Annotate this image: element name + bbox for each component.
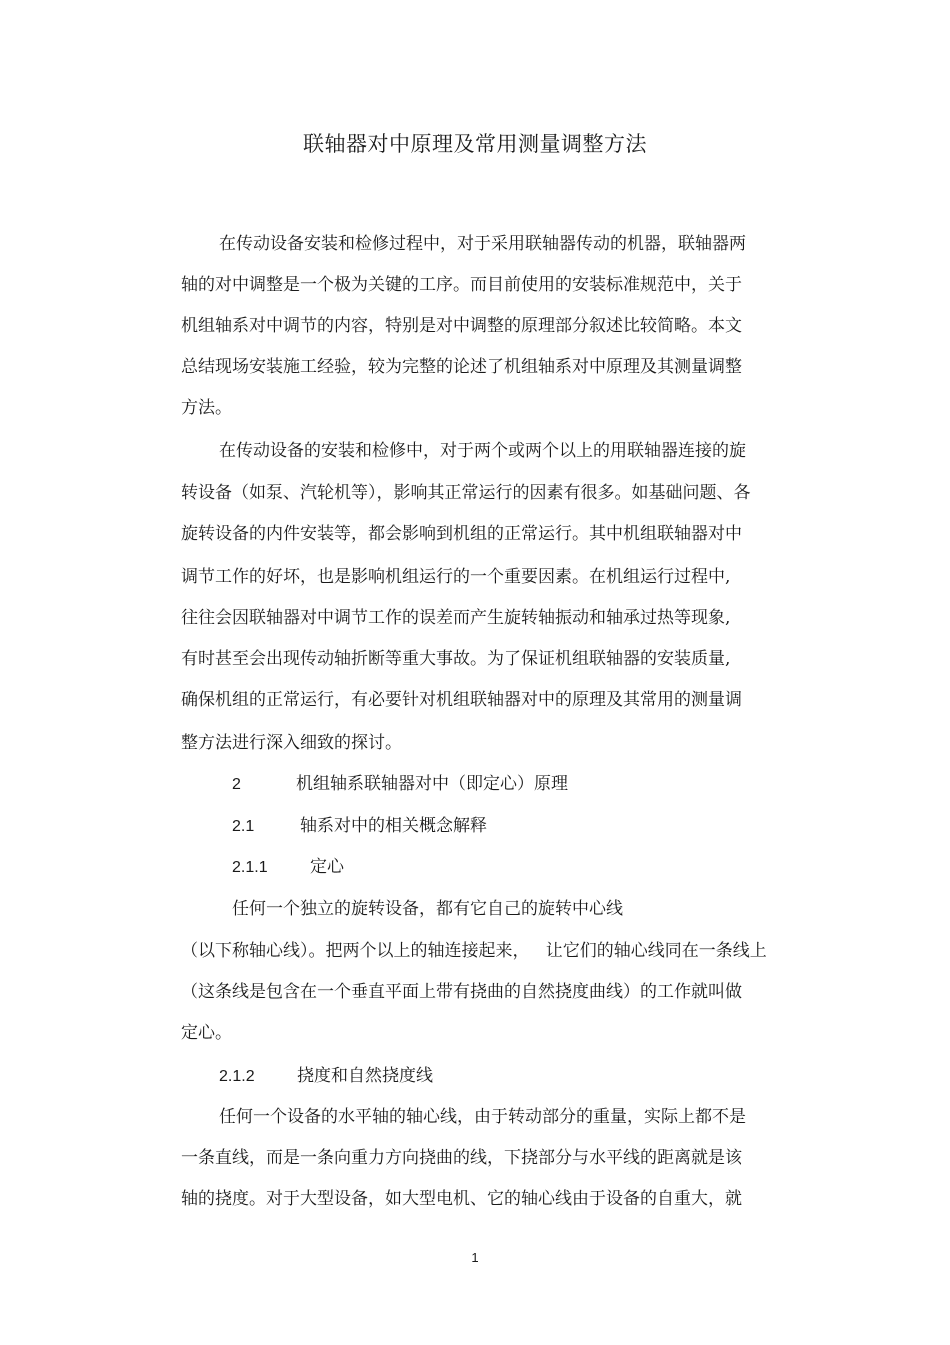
- paragraph-line: 有时甚至会出现传动轴折断等重大事故。为了保证机组联轴器的安装质量,: [181, 649, 731, 669]
- section-number: 2.1.1: [232, 859, 268, 876]
- paragraph-line: 总结现场安装施工经验，较为完整的论述了机组轴系对中原理及其测量调整: [181, 357, 742, 377]
- paragraph-line: 任何一个独立的旋转设备，都有它自己的旋转中心线: [232, 899, 623, 919]
- section-number: 2.1.2: [219, 1068, 255, 1085]
- section-number: 2: [232, 776, 241, 793]
- paragraph-line: 整方法进行深入细致的探讨。: [181, 733, 402, 753]
- section-heading-2: [232, 773, 568, 796]
- section-title: 挠度和自然挠度线: [297, 1066, 433, 1086]
- paragraph-line: 机组轴系对中调节的内容，特别是对中调整的原理部分叙述比较简略。本文: [181, 316, 742, 336]
- paragraph-line: 转设备（如泵、汽轮机等），影响其正常运行的因素有很多。如基础问题、各: [181, 483, 751, 503]
- section-heading-2-1-2: [219, 1065, 433, 1088]
- section-heading-2-1: [232, 815, 487, 838]
- paragraph-line: 定心。: [181, 1023, 232, 1043]
- paragraph-line: 方法。: [181, 398, 232, 418]
- paragraph-line: 一条直线，而是一条向重力方向挠曲的线，下挠部分与水平线的距离就是该: [181, 1148, 742, 1168]
- page-title: 联轴器对中原理及常用测量调整方法: [303, 132, 647, 156]
- paragraph-line: 轴的对中调整是一个极为关键的工序。而目前使用的安装标准规范中，关于: [181, 275, 742, 295]
- paragraph-line: 往往会因联轴器对中调节工作的误差而产生旋转轴振动和轴承过热等现象,: [181, 608, 731, 628]
- paragraph-line: 确保机组的正常运行，有必要针对机组联轴器对中的原理及其常用的测量调: [181, 690, 742, 710]
- paragraph-line: 在传动设备的安装和检修中，对于两个或两个以上的用联轴器连接的旋: [219, 441, 746, 461]
- paragraph-line: 轴的挠度。对于大型设备，如大型电机、它的轴心线由于设备的自重大，就: [181, 1189, 742, 1209]
- section-heading-2-1-1: [232, 856, 344, 879]
- section-title: 轴系对中的相关概念解释: [300, 816, 487, 836]
- paragraph-line: 调节工作的好坏，也是影响机组运行的一个重要因素。在机组运行过程中,: [181, 567, 731, 587]
- paragraph-line: 在传动设备安装和检修过程中，对于采用联轴器传动的机器，联轴器两: [219, 234, 746, 254]
- paragraph-line: 旋转设备的内件安装等，都会影响到机组的正常运行。其中机组联轴器对中: [181, 524, 742, 544]
- paragraph-line: 任何一个设备的水平轴的轴心线，由于转动部分的重量，实际上都不是: [219, 1107, 746, 1127]
- paragraph-line: （以下称轴心线）。把两个以上的轴连接起来， 让它们的轴心线同在一条线上: [181, 941, 767, 961]
- section-number: 2.1: [232, 818, 255, 835]
- page-number: 1: [471, 1250, 479, 1265]
- section-title: 定心: [310, 857, 344, 877]
- paragraph-line: （这条线是包含在一个垂直平面上带有挠曲的自然挠度曲线）的工作就叫做: [181, 982, 742, 1002]
- section-title: 机组轴系联轴器对中（即定心）原理: [296, 774, 568, 794]
